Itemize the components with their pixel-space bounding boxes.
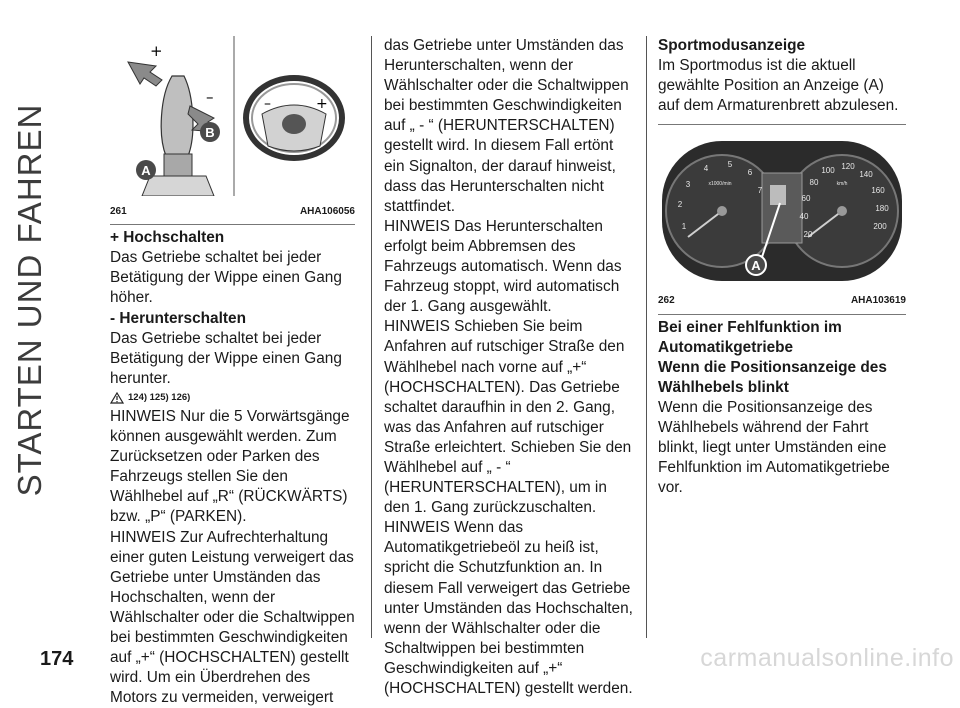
paragraph-sportmodus: Im Sportmodus ist die aktuell gewählte Position an Anzeige (A) auf dem Armaturenbrett abzulesen. — [658, 56, 906, 116]
column-2 — [384, 36, 634, 699]
figure-262-caption — [658, 291, 906, 314]
svg-text:–: – — [264, 96, 271, 112]
svg-text:180: 180 — [875, 204, 889, 213]
paragraph-hinweis-5: HINWEIS Wenn das Automatikgetriebeöl zu heiß ist, spricht die Schutzfunktion an. In diesem Fall verweigert das Getriebe unter Umständen das Hochschalten, wenn der Wählschalter oder die Schaltwippen bei bestimmten Geschwindigkeiten auf „+“ (HOCHSCHALTEN) gestellt werden. — [384, 518, 634, 699]
svg-text:–: – — [206, 88, 214, 106]
svg-text:5: 5 — [728, 160, 733, 169]
heading-sportmodus: Sportmodusanzeige — [658, 36, 906, 56]
svg-text:B: B — [205, 125, 214, 140]
figure-number: 262 — [658, 291, 675, 311]
svg-text:140: 140 — [859, 170, 873, 179]
svg-text:A: A — [751, 258, 761, 273]
svg-text:80: 80 — [810, 178, 819, 187]
figure-262 — [658, 124, 906, 314]
svg-text:x1000/min: x1000/min — [708, 181, 731, 187]
steering-wheel-icon — [246, 78, 342, 158]
instrument-cluster-icon — [662, 141, 902, 281]
figure-261-illustration — [110, 36, 355, 196]
paragraph-hinweis-3: HINWEIS Das Herunterschalten erfolgt beim Abbremsen des Fahrzeugs automatisch. Wenn das Fahrzeug stoppt, wird automatisch der 1. Gang ausgewählt. — [384, 217, 634, 317]
figure-code: AHA103619 — [851, 291, 906, 311]
heading-fehlfunktion: Bei einer Fehlfunktion im Automatikgetriebe — [658, 318, 906, 358]
figure-262-illustration — [658, 125, 906, 285]
heading-hochschalten: + Hochschalten — [110, 228, 355, 248]
paragraph-hinweis-4: HINWEIS Schieben Sie beim Anfahren auf rutschiger Straße den Wählhebel nach vorne auf „+“ (HOCHSCHALTEN). Das Getriebe schaltet daraufhin in den 2. Gang, was das Anfahren auf rutschiger Straße erleichtert. Schieben Sie den Wählhebel auf „ - “ (HERUNTERSCHALTEN), um in den 1. Gang zurückzuschalten. — [384, 317, 634, 518]
svg-text:A: A — [141, 163, 151, 178]
svg-text:20: 20 — [804, 230, 813, 239]
paragraph-hinweis-1: HINWEIS Nur die 5 Vorwärtsgänge können ausgewählt werden. Zum Zurücksetzen oder Parken des Fahrzeugs stellen Sie den Wählhebel auf „R“ (RÜCKWÄRTS) bzw. „P“ (PARKEN). — [110, 407, 355, 528]
page-number: 174 — [40, 648, 73, 671]
svg-text:160: 160 — [871, 186, 885, 195]
paragraph-herunterschalten: Das Getriebe schaltet bei jeder Betätigung der Wippe einen Gang herunter. — [110, 329, 355, 389]
warning-triangle-icon — [110, 392, 124, 404]
paragraph-fehlfunktion: Wenn die Positionsanzeige des Wählhebels während der Fahrt blinkt, liegt unter Umständen eine Fehlfunktion im Automatikgetriebe vor. — [658, 398, 906, 498]
column-3 — [658, 36, 906, 498]
figure-261 — [110, 36, 355, 225]
column-1 — [110, 36, 355, 708]
warning-references: 124) 125) 126) — [110, 389, 355, 407]
svg-text:1: 1 — [682, 222, 687, 231]
figure-number: 261 — [110, 202, 127, 222]
gear-lever-icon — [161, 76, 193, 156]
paragraph-hinweis-2: HINWEIS Zur Aufrechterhaltung einer guten Leistung verweigert das Getriebe unter Umständen das Hochschalten, wenn der Wählschalter oder die Schaltwippen bei bestimmten Geschwindigkeiten auf „+“ (HOCHSCHALTEN) gestellt wird. Um ein Überdrehen des Motors zu vermeiden, verweigert — [110, 528, 355, 708]
watermark: carmanualsonline.info — [700, 644, 954, 673]
column-divider — [371, 36, 372, 638]
paragraph-hochschalten: Das Getriebe schaltet bei jeder Betätigung der Wippe einen Gang höher. — [110, 248, 355, 308]
svg-text:7: 7 — [758, 186, 763, 195]
svg-text:2: 2 — [678, 200, 683, 209]
heading-positionsanzeige: Wenn die Positionsanzeige des Wählhebels blinkt — [658, 358, 906, 398]
svg-text:200: 200 — [873, 222, 887, 231]
svg-text:+: + — [150, 42, 163, 60]
heading-herunterschalten: - Herunterschalten — [110, 309, 355, 329]
svg-text:60: 60 — [802, 194, 811, 203]
svg-text:40: 40 — [800, 212, 809, 221]
svg-text:3: 3 — [686, 180, 691, 189]
arrow-up-icon — [128, 62, 162, 86]
svg-text:6: 6 — [748, 168, 753, 177]
svg-text:120: 120 — [841, 162, 855, 171]
svg-text:km/h: km/h — [837, 181, 848, 187]
figure-code: AHA106056 — [300, 202, 355, 222]
svg-text:4: 4 — [704, 164, 709, 173]
svg-text:+: + — [316, 96, 328, 112]
paragraph-continued: das Getriebe unter Umständen das Herunterschalten, wenn der Wählschalter oder die Schaltwippen bei bestimmten Geschwindigkeiten auf „ - “ (HERUNTERSCHALTEN) gestellt wird. In diesem Fall ertönt ein Signalton, der darauf hinweist, dass das Herunterschalten nicht stattfindet. — [384, 36, 634, 217]
figure-261-caption — [110, 202, 355, 225]
column-divider — [646, 36, 647, 638]
chapter-side-title: STARTEN UND FAHREN — [11, 104, 49, 497]
svg-text:100: 100 — [821, 166, 835, 175]
